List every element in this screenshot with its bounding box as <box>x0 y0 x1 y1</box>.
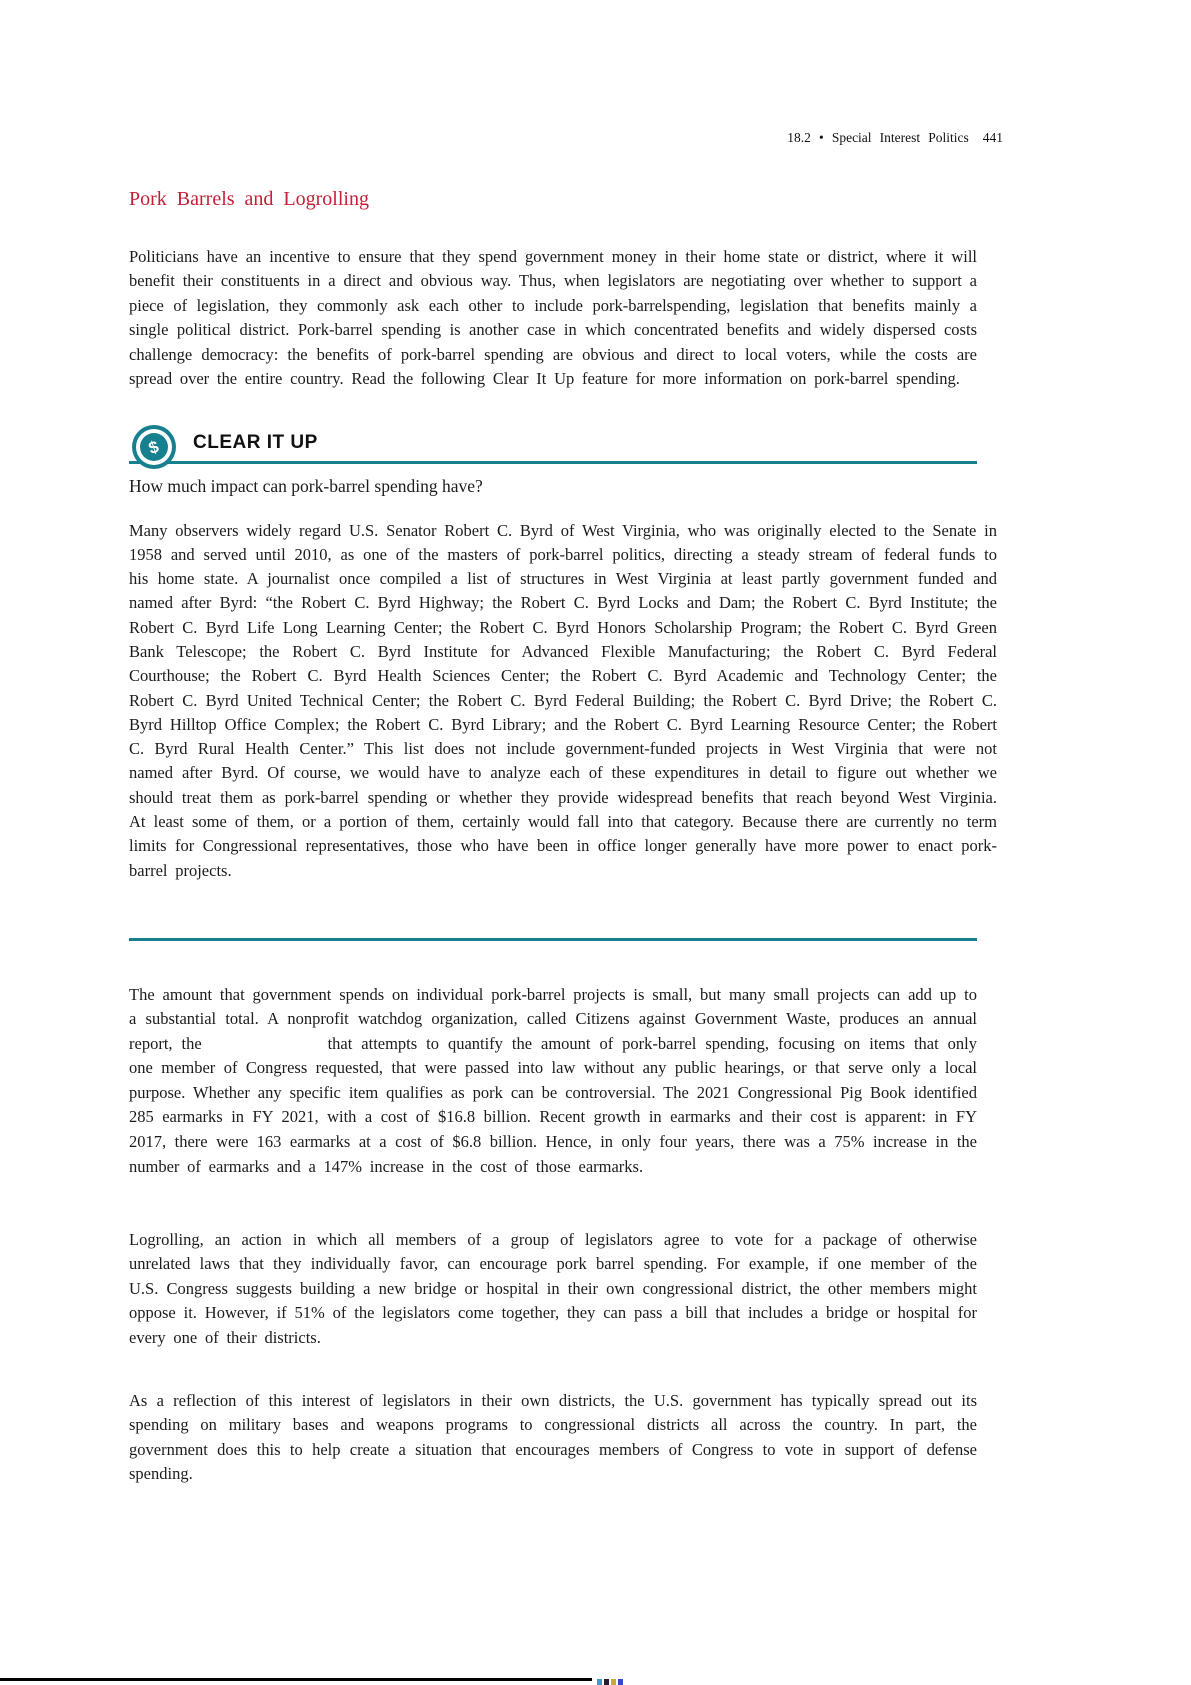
dollar-coin-icon <box>132 425 176 469</box>
dollar-coin-disc <box>140 433 168 461</box>
pig-book-paragraph <box>129 983 977 1180</box>
dollar-sign-glyph: $ <box>146 436 162 458</box>
footer-cutoff-glyphs <box>597 1679 623 1685</box>
clear-it-up-question: How much impact can pork-barrel spending have? <box>129 476 483 496</box>
section-heading: Pork Barrels and Logrolling <box>129 188 369 210</box>
pig-book-text-before: The amount that government spends on individual pork-barrel projects is small, but many small projects can add up to a substantial total. A nonprofit watchdog organization, called Citizens against Government Waste, produces an annual report, the <box>129 984 977 1053</box>
running-head-title: 18.2 • Special Interest Politics <box>787 130 969 145</box>
clear-it-up-top-rule <box>129 461 977 464</box>
clear-it-up-body: Many observers widely regard U.S. Senator Robert C. Byrd of West Virginia, who was originally elected to the Senate in 1958 and served until 2010, as one of the masters of pork-barrel politics, directing a steady stream of federal funds to his home state. A journalist once compiled a list of structures in West Virginia at least partly government funded and named after Byrd: “the Robert C. Byrd Highway; the Robert C. Byrd Locks and Dam; the Robert C. Byrd Institute; the Robert C. Byrd Life Long Learning Center; the Robert C. Byrd Honors Scholarship Program; the Robert C. Byrd Green Bank Telescope; the Robert C. Byrd Institute for Advanced Flexible Manufacturing; the Robert C. Byrd Federal Courthouse; the Robert C. Byrd Health Sciences Center; the Robert C. Byrd Academic and Technology Center; the Robert C. Byrd United Technical Center; the Robert C. Byrd Federal Building; the Robert C. Byrd Drive; the Robert C. Byrd Hilltop Office Complex; the Robert C. Byrd Library; and the Robert C. Byrd Learning Resource Center; the Robert C. Byrd Rural Health Center.” This list does not include government-funded projects in West Virginia that were not named after Byrd. Of course, we would have to analyze each of these expenditures in detail to figure out whether we should treat them as pork-barrel spending or whether they provide widespread benefits that reach beyond West Virginia. At least some of them, or a portion of them, certainly would fall into that category. Because there are currently no term limits for Congressional representatives, those who have been in office longer generally have more power to enact pork-barrel projects. <box>129 520 997 880</box>
clear-it-up-title: CLEAR IT UP <box>193 432 318 453</box>
page-number: 441 <box>982 130 1003 145</box>
footer-cutoff-glyph <box>618 1679 623 1685</box>
running-head <box>0 130 1003 146</box>
logrolling-paragraph: Logrolling, an action in which all members of a group of legislators agree to vote for a package of otherwise unrelated laws that they individually favor, can encourage pork barrel spending. For example, if one member of the U.S. Congress suggests building a new bridge or hospital in their own congressional district, the other members might oppose it. However, if 51% of the legislators come together, they can pass a bill that includes a bridge or hospital for every one of their districts. <box>129 1229 977 1347</box>
clear-it-up-header <box>129 425 977 471</box>
footer-cutoff-glyph <box>604 1679 609 1685</box>
pig-book-blank-gap <box>211 1048 319 1049</box>
footer-cutoff-glyph <box>597 1679 602 1685</box>
footer-cutoff-glyph <box>611 1679 616 1685</box>
clear-it-up-bottom-rule <box>129 938 977 941</box>
defense-paragraph: As a reflection of this interest of legislators in their own districts, the U.S. government has typically spread out its spending on military bases and weapons programs to congressional districts all across the country. In part, the government does this to help create a situation that encourages members of Congress to vote in support of defense spending. <box>129 1390 977 1484</box>
pig-book-text-after: that attempts to quantify the amount of pork-barrel spending, focusing on items that only one member of Congress requested, that were passed into law without any public hearings, or that serve only a local purpose. Whether any specific item qualifies as pork can be controversial. The 2021 Congressional Pig Book identified 285 earmarks in FY 2021, with a cost of $16.8 billion. Recent growth in earmarks and their cost is apparent: in FY 2017, there were 163 earmarks at a cost of $6.8 billion. Hence, in only four years, there was a 75% increase in the number of earmarks and a 147% increase in the cost of those earmarks. <box>129 1033 977 1176</box>
intro-paragraph: Politicians have an incentive to ensure that they spend government money in their home state or district, where it will benefit their constituents in a direct and obvious way. Thus, when legislators are negotiating over whether to support a piece of legislation, they commonly ask each other to include pork-barrelspending, legislation that benefits mainly a single political district. Pork-barrel spending is another case in which concentrated benefits and widely dispersed costs challenge democracy: the benefits of pork-barrel spending are obvious and direct to local voters, while the costs are spread over the entire country. Read the following Clear It Up feature for more information on pork-barrel spending. <box>129 246 977 389</box>
page-bottom-divider <box>0 1678 592 1681</box>
